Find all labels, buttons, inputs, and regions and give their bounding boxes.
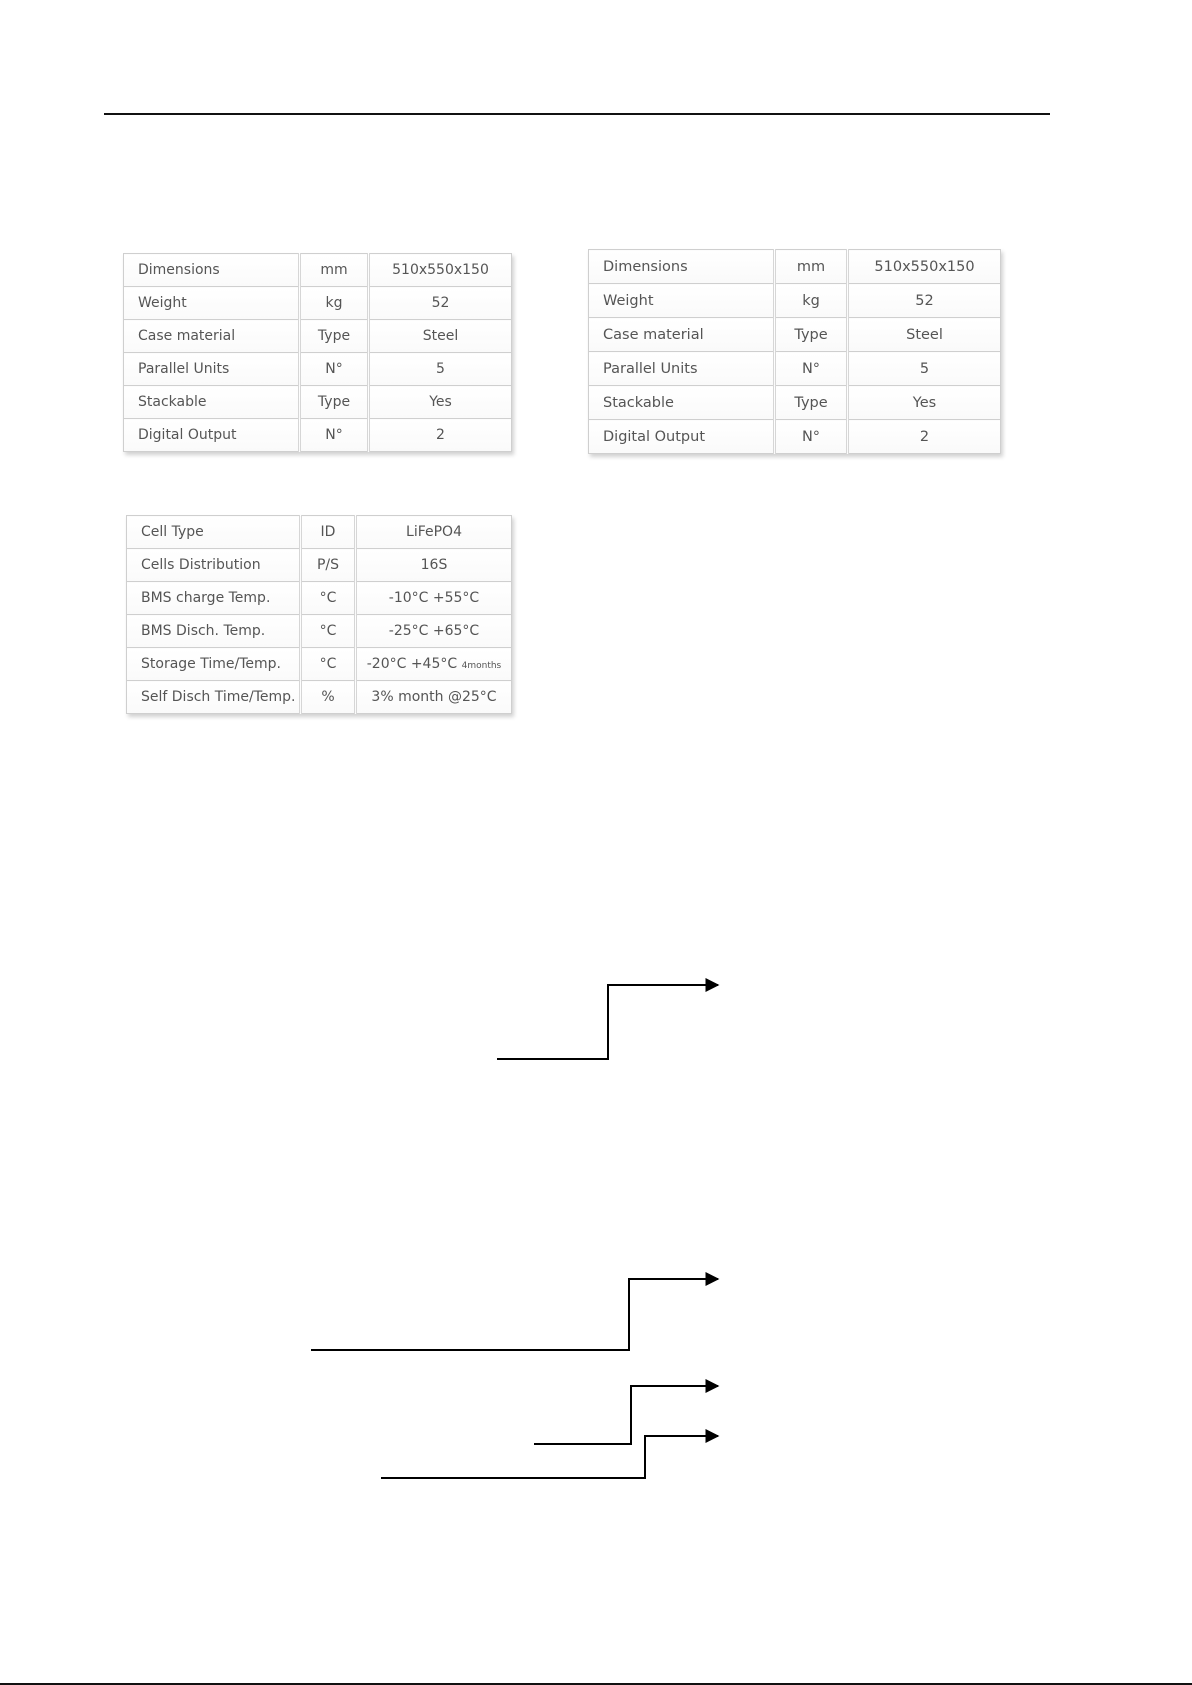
row-unit: Type	[775, 386, 848, 420]
row-label: Cell Type	[127, 516, 301, 549]
row-label: Weight	[124, 287, 300, 320]
row-value: 510x550x150	[369, 254, 512, 287]
row-unit: Type	[300, 320, 369, 353]
row-unit: N°	[300, 419, 369, 452]
row-label: Cells Distribution	[127, 549, 301, 582]
connector-arrow-2	[311, 1279, 718, 1350]
row-label: Storage Time/Temp.	[127, 648, 301, 681]
row-label: BMS charge Temp.	[127, 582, 301, 615]
row-value-suffix: 4months	[461, 661, 502, 671]
row-label: Parallel Units	[124, 353, 300, 386]
row-value-text: -20°C +45°C	[366, 656, 458, 672]
row-unit: °C	[301, 648, 356, 681]
row-value: 5	[369, 353, 512, 386]
row-unit: °C	[301, 615, 356, 648]
row-label: Stackable	[124, 386, 300, 419]
row-label: Dimensions	[589, 250, 775, 284]
row-value: 16S	[356, 549, 512, 582]
row-label: Parallel Units	[589, 352, 775, 386]
row-label: Digital Output	[589, 420, 775, 454]
row-unit: Type	[775, 318, 848, 352]
row-unit: %	[301, 681, 356, 714]
row-value: -10°C +55°C	[356, 582, 512, 615]
row-value: 52	[848, 284, 1001, 318]
row-label: Self Disch Time/Temp.	[127, 681, 301, 714]
row-label: Digital Output	[124, 419, 300, 452]
row-value: Yes	[369, 386, 512, 419]
row-value: -25°C +65°C	[356, 615, 512, 648]
row-label: Case material	[124, 320, 300, 353]
row-unit: N°	[775, 420, 848, 454]
row-label: Case material	[589, 318, 775, 352]
row-unit: N°	[300, 353, 369, 386]
row-value: Steel	[848, 318, 1001, 352]
row-label: Weight	[589, 284, 775, 318]
row-unit: Type	[300, 386, 369, 419]
row-label: Stackable	[589, 386, 775, 420]
row-unit: P/S	[301, 549, 356, 582]
connector-arrow-4	[381, 1436, 718, 1478]
row-value: LiFePO4	[356, 516, 512, 549]
row-unit: ID	[301, 516, 356, 549]
row-value: 3% month @25°C	[356, 681, 512, 714]
row-unit: N°	[775, 352, 848, 386]
row-value: 2	[848, 420, 1001, 454]
row-value: 52	[369, 287, 512, 320]
row-value: 2	[369, 419, 512, 452]
row-value: Steel	[369, 320, 512, 353]
row-value: 5	[848, 352, 1001, 386]
row-value: Yes	[848, 386, 1001, 420]
row-unit: mm	[300, 254, 369, 287]
row-unit: kg	[775, 284, 848, 318]
row-value: 510x550x150	[848, 250, 1001, 284]
row-unit: °C	[301, 582, 356, 615]
row-label: BMS Disch. Temp.	[127, 615, 301, 648]
row-unit: mm	[775, 250, 848, 284]
row-label: Dimensions	[124, 254, 300, 287]
connector-arrow-1	[497, 985, 718, 1059]
row-unit: kg	[300, 287, 369, 320]
